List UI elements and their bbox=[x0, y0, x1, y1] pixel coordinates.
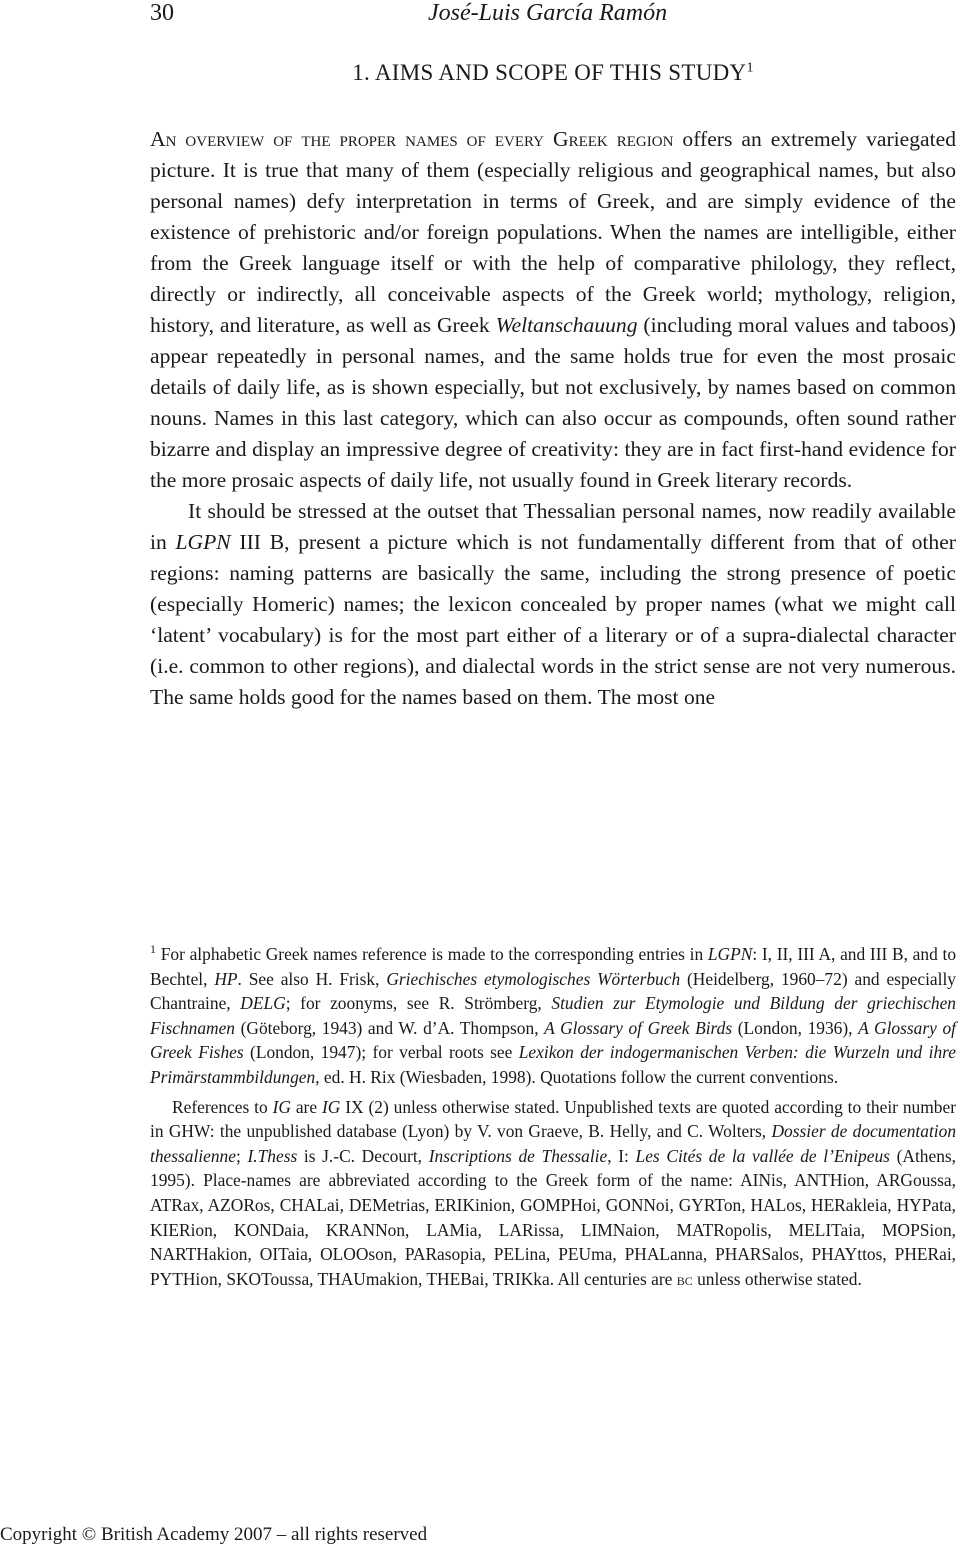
footnote-text: ; for zoonyms, see R. Strömberg, bbox=[285, 993, 552, 1014]
footnote-text: (London, 1947); for verbal roots see bbox=[243, 1042, 519, 1063]
footnote-italic: A Glossary of Greek Birds bbox=[544, 1017, 733, 1038]
footnote-italic: Inscriptions de Thessalie bbox=[428, 1145, 608, 1166]
footnote-italic: LGPN bbox=[707, 944, 753, 964]
opening-small-caps: An overview of the proper names of every Greek region bbox=[150, 127, 674, 151]
footnote-text: References to bbox=[172, 1096, 273, 1117]
footnote-text: For alphabetic Greek names reference is made to the corresponding entries in bbox=[156, 944, 708, 964]
footnote-italic: Les Cités de la vallée de l’Enipeus bbox=[635, 1145, 890, 1166]
footnote-italic: Dossier de documentation thessalienne bbox=[150, 1121, 957, 1166]
footnote-text: are bbox=[290, 1096, 322, 1117]
italic-term: LGPN bbox=[175, 530, 231, 554]
footnote-text: , I: bbox=[607, 1145, 636, 1166]
footnotes bbox=[150, 942, 956, 1291]
footnote-text: (Athens, 1995). Place-names are abbreviated according to the Greek form of the name: AINis, ANTHion, ARGoussa, ATRax, AZORos, CHALai, DEMetrias, ERIKinion, GOMPHoi, GONNoi, GYRTon, HALos, HERakleia, HYPata, KIERion, KONDaia, KRANNon, LAMia, LARissa, LIMNaion, MATRopolis, MELITaia, MOPSion, NARTHakion, OITaia, OLOOson, PARasopia, PELina, PEUma, PHALanna, PHARSalos, PHAYttos, PHERai, PYTHion, SKOToussa, THAUmakion, THEBai, TRIKka. All centuries are bbox=[150, 1145, 957, 1289]
footnote-italic: Lexikon der indogermanischen Verben: die Wurzeln und ihre Primärstammbildungen bbox=[150, 1042, 956, 1087]
footnote-italic: A Glossary of Greek Fishes bbox=[150, 1017, 956, 1063]
section-heading-text: 1. AIMS AND SCOPE OF THIS STUDY bbox=[352, 60, 747, 85]
footnote-text: : I, II, III A, and III B, and to Bechtel, bbox=[150, 944, 957, 989]
paragraph-2 bbox=[150, 496, 956, 713]
paragraph-text: III B, present a picture which is not fundamentally different from that of other regions: naming patterns are basically the same, including the strong presence of poetic (especially Homeric) names; the lexicon concealed by proper names (what we might call ‘latent’ vocabulary) is for the most part either of a literary or of a supra-dialectal character (i.e. common to other regions), and dialectal words in the strict sense are not very numerous. The same holds good for the names based on them. The most one bbox=[150, 530, 956, 709]
footnote-italic: IG bbox=[272, 1096, 291, 1117]
paragraph-text: (including moral values and taboos) appear repeatedly in personal names, and the same holds true for even the most prosaic details of daily life, as is shown especially, but not exclusively, by names based on common nouns. Names in this last category, which can also occur as compounds, often sound rather bizarre and display an impressive degree of creativity: they are in fact first-hand evidence for the more prosaic aspects of daily life, not usually found in Greek literary records. bbox=[150, 313, 956, 492]
section-heading bbox=[150, 60, 956, 86]
page-header bbox=[150, 0, 956, 34]
running-head-author: José-Luis García Ramón bbox=[428, 0, 668, 26]
italic-term: Weltanschauung bbox=[495, 313, 638, 337]
page-number: 30 bbox=[150, 0, 174, 26]
footnote-italic: I.Thess bbox=[247, 1145, 298, 1166]
footnote-italic: IG bbox=[321, 1096, 341, 1117]
body-text bbox=[150, 124, 956, 713]
footnote-italic: DELG bbox=[240, 993, 286, 1014]
footnote-1 bbox=[150, 942, 956, 1090]
footnote-reference: 1 bbox=[746, 60, 754, 76]
footnote-italic: Studien zur Etymologie und Bildung der griechischen Fischnamen bbox=[150, 993, 956, 1038]
footnote-mark: 1 bbox=[150, 942, 156, 957]
footnote-small-caps: bc bbox=[676, 1268, 693, 1289]
footnote-text: unless otherwise stated. bbox=[692, 1268, 862, 1289]
footnote-text: . See also H. Frisk, bbox=[237, 968, 387, 989]
paragraph-1 bbox=[150, 124, 956, 496]
footnote-text: (Göteborg, 1943) and W. d’A. Thompson, bbox=[235, 1017, 545, 1038]
footnote-text: ; bbox=[235, 1145, 248, 1166]
copyright-notice: Copyright © British Academy 2007 – all rights reserved bbox=[0, 1524, 428, 1545]
footnote-text: , ed. H. Rix (Wiesbaden, 1998). Quotations follow the current conventions. bbox=[315, 1066, 839, 1087]
footnote-text: IX (2) unless otherwise stated. Unpublished texts are quoted according to their number in GHW: the unpublished database (Lyon) by V. von Graeve, B. Helly, and C. Wolters, bbox=[150, 1096, 956, 1142]
footnote-italic: HP bbox=[214, 968, 238, 989]
footnote-text: (London, 1936), bbox=[732, 1017, 859, 1038]
footnote-italic: Griechisches etymologisches Wörterbuch bbox=[386, 968, 681, 989]
footnote-1-continued bbox=[150, 1095, 956, 1292]
footnote-text: (Heidelberg, 1960–72) and especially Chantraine, bbox=[150, 968, 956, 1014]
footnote-text: is J.-C. Decourt, bbox=[297, 1145, 429, 1166]
paragraph-text: offers an extremely variegated picture. It is true that many of them (especially religious and geographical names, but also personal names) defy interpretation in terms of Greek, and are simply evidence of the existence of prehistoric and/or foreign populations. When the names are intelligible, either from the Greek language itself or with the help of comparative philology, they reflect, directly or indirectly, all conceivable aspects of the Greek world; mythology, religion, history, and literature, as well as Greek bbox=[150, 127, 956, 337]
paragraph-text: It should be stressed at the outset that Thessalian personal names, now readily available in bbox=[150, 499, 956, 554]
